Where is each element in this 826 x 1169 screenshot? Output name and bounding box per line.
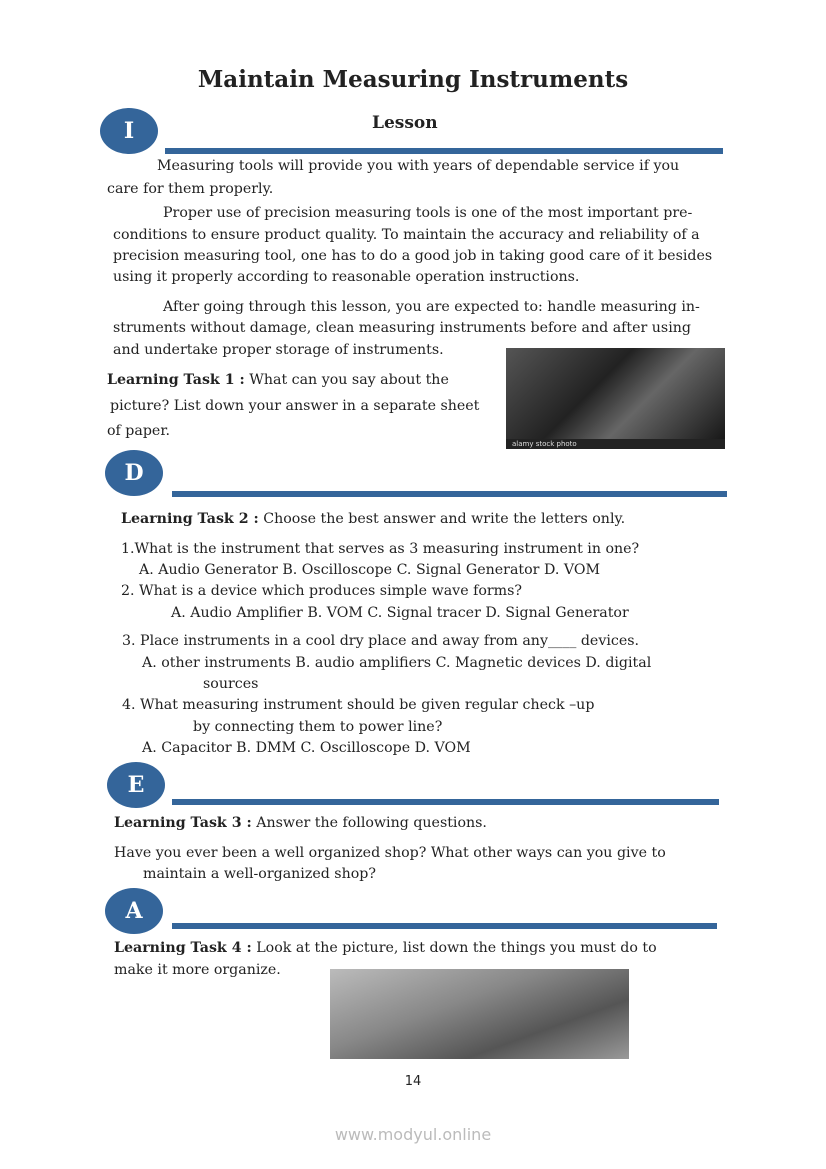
task4-text: Look at the picture, list down the things you must do to xyxy=(256,940,657,956)
task3-heading xyxy=(114,815,487,831)
task2-label: Learning Task 2 : xyxy=(121,511,259,527)
intro-line: Proper use of precision measuring tools is one of the most important pre- xyxy=(163,205,693,221)
choices: sources xyxy=(203,676,259,692)
task3-line: Have you ever been a well organized shop? What other ways can you give to xyxy=(114,845,666,861)
choices: A. Audio Generator B. Oscilloscope C. Signal Generator D. VOM xyxy=(139,562,601,578)
cluttered-shop-photo xyxy=(506,348,725,449)
section-divider xyxy=(172,491,727,497)
task1-line: of paper. xyxy=(107,423,171,439)
section-divider xyxy=(165,148,723,154)
question: by connecting them to power line? xyxy=(193,719,443,735)
section-badge-i: I xyxy=(100,108,158,154)
section-badge-a: A xyxy=(105,888,163,934)
task1-label: Learning Task 1 : xyxy=(107,372,245,388)
question: 4. What measuring instrument should be given regular check –up xyxy=(122,697,595,713)
messy-workbench-photo xyxy=(330,969,629,1059)
watermark: www.modyul.online xyxy=(334,1125,492,1144)
choices: A. other instruments B. audio amplifiers C. Magnetic devices D. digital xyxy=(142,655,652,671)
question: 1.What is the instrument that serves as 3 measuring instrument in one? xyxy=(121,541,640,557)
section-badge-d: D xyxy=(105,450,163,496)
intro-line: Measuring tools will provide you with years of dependable service if you xyxy=(157,158,680,174)
intro-line: care for them properly. xyxy=(107,181,274,197)
intro-line: After going through this lesson, you are expected to: handle measuring in- xyxy=(163,299,700,315)
intro-line: using it properly according to reasonable operation instructions. xyxy=(113,269,580,285)
section-divider xyxy=(172,799,719,805)
question: 2. What is a device which produces simple wave forms? xyxy=(121,583,523,599)
lesson-heading: Lesson xyxy=(372,113,438,133)
intro-line: and undertake proper storage of instruments. xyxy=(113,342,444,358)
intro-line: struments without damage, clean measuring instruments before and after using xyxy=(113,320,691,336)
task3-label: Learning Task 3 : xyxy=(114,815,252,831)
task4-label: Learning Task 4 : xyxy=(114,940,252,956)
section-badge-e: E xyxy=(107,762,165,808)
task4-heading xyxy=(114,940,657,956)
task1-line xyxy=(107,372,449,388)
question: 3. Place instruments in a cool dry place and away from any____ devices. xyxy=(122,633,640,649)
task1-line: picture? List down your answer in a separate sheet xyxy=(110,398,480,414)
task2-instruction: Choose the best answer and write the letters only. xyxy=(263,511,626,527)
page-number: 14 xyxy=(404,1074,422,1089)
task4-line: make it more organize. xyxy=(114,962,281,978)
choices: A. Audio Amplifier B. VOM C. Signal tracer D. Signal Generator xyxy=(171,605,629,621)
task3-line: maintain a well-organized shop? xyxy=(143,866,376,882)
task3-instruction: Answer the following questions. xyxy=(256,815,487,831)
task2-heading xyxy=(121,511,625,527)
page-title: Maintain Measuring Instruments xyxy=(197,66,629,93)
task1-text: What can you say about the xyxy=(249,372,449,388)
section-divider xyxy=(172,923,717,929)
photo-caption: alamy stock photo xyxy=(506,439,725,449)
intro-line: precision measuring tool, one has to do a good job in taking good care of it besides xyxy=(113,248,713,264)
intro-line: conditions to ensure product quality. To maintain the accuracy and reliability of a xyxy=(113,227,700,243)
choices: A. Capacitor B. DMM C. Oscilloscope D. VOM xyxy=(142,740,471,756)
